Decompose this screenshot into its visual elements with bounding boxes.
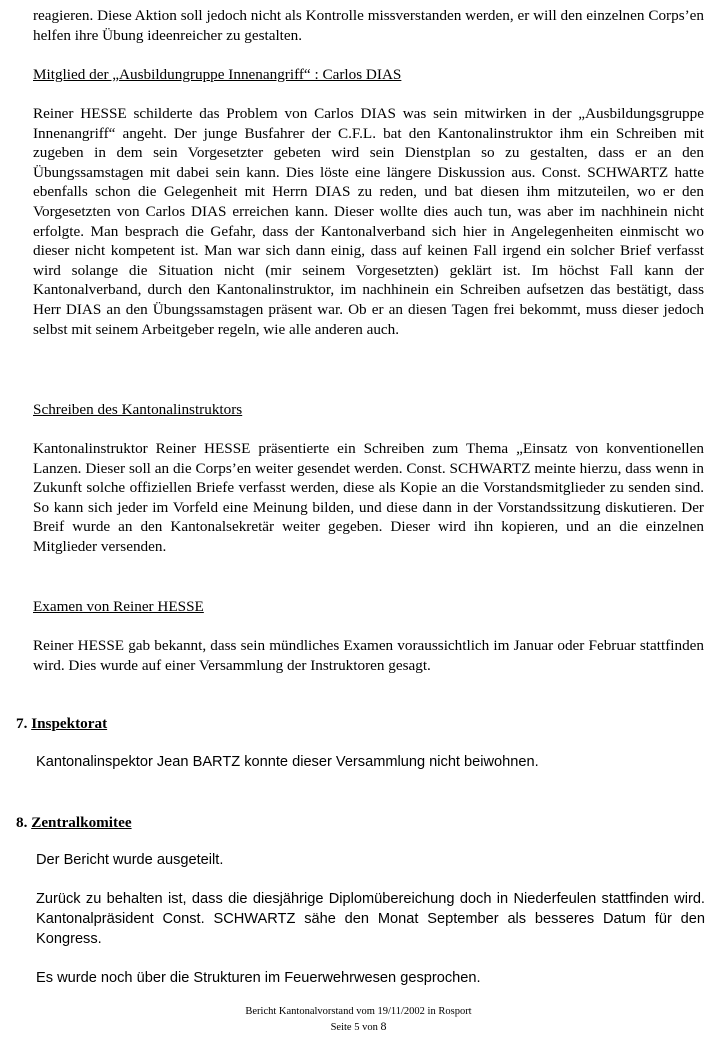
section-title: Zentralkomitee <box>31 814 132 831</box>
paragraph-bericht: Der Bericht wurde ausgeteilt. <box>36 852 224 868</box>
footer-page-current: 5 <box>354 1022 360 1033</box>
paragraph-diplom: Zurück zu behalten ist, dass die diesjährige Diplomübereichung doch in Niederfeulen stattfinden wird. Kantonalpräsident Const. SCHWARTZ sähe den Monat September als besseres Datum für den Kongress. <box>36 891 705 948</box>
intro-paragraph: reagieren. Diese Aktion soll jedoch nicht als Kontrolle missverstanden werden, er will den einzelnen Corps’en helfen ihre Übung ideenreicher zu gestalten. <box>33 7 704 44</box>
heading-schreiben: Schreiben des Kantonalinstruktors <box>33 401 243 418</box>
footer-page-number <box>0 1019 717 1035</box>
footer-page-mid: von <box>362 1022 378 1033</box>
section-number: 7. <box>16 715 28 732</box>
heading-carlos-dias: Mitglied der „Ausbildungruppe Innenangriff“ : Carlos DIAS <box>33 66 402 83</box>
footer-page-total: 8 <box>380 1019 387 1033</box>
paragraph-examen: Reiner HESSE gab bekannt, dass sein mündliches Examen voraussichtlich im Januar oder Februar stattfinden wird. Dies wurde auf einer Versammlung der Instruktoren gesagt. <box>33 637 704 674</box>
paragraph-inspektorat: Kantonalinspektor Jean BARTZ konnte dieser Versammlung nicht beiwohnen. <box>36 754 539 770</box>
footer-report-line: Bericht Kantonalvorstand vom 19/11/2002 in Rosport <box>245 1006 472 1017</box>
section-title: Inspektorat <box>31 715 108 732</box>
section-heading-inspektorat <box>16 714 107 734</box>
footer-page-prefix: Seite <box>330 1022 352 1033</box>
paragraph-strukturen: Es wurde noch über die Strukturen im Feuerwehrwesen gesprochen. <box>36 970 481 986</box>
section-heading-zentralkomitee <box>16 813 132 833</box>
heading-examen: Examen von Reiner HESSE <box>33 598 204 615</box>
paragraph-carlos-dias: Reiner HESSE schilderte das Problem von Carlos DIAS was sein mitwirken in der „Ausbildungsgruppe Innenangriff“ angeht. Der junge Busfahrer der C.F.L. bat den Kantonalinstruktor ihm ein Schreiben mit zugeben in dem sein Vorgesetzter gebeten wird sein Dienstplan so zu gestalten, dass er an den Übungssamstagen mit dabei sein kann. Dies löste eine längere Diskussion aus. Const. SCHWARTZ hatte ebenfalls schon die Gelegenheit mit Herrn DIAS zu reden, und bat diesen ihm mitzuteilen, wo er den Vorgesetzten von Carlos DIAS erreichen kann. Dieser wollte dies auch tun, was aber im nachhinein nicht erfolgte. Man besprach die Gefahr, dass der Kantonalverband sich hier in Angelegenheiten einmischt wo dieser nicht kompetent ist. Man war sich dann einig, dass auf keinen Fall irgend ein solcher Brief verfasst wird solange die Situation nicht (mir seinem Vorgesetzten) geklärt ist. Im höchst Fall kann der Kantonalverband, durch den Kantonalinstruktor, im nachhinein ein Schreiben aufsetzen das bestätigt, dass Herr DIAS an den Übungssamstagen präsent war. Ob er an diesen Tagen frei bekommt, muss dieser jedoch selbst mit seinem Arbeitgeber regeln, wie alle anderen auch. <box>33 105 704 338</box>
section-number: 8. <box>16 814 28 831</box>
paragraph-schreiben: Kantonalinstruktor Reiner HESSE präsentierte ein Schreiben zum Thema „Einsatz von konventionellen Lanzen. Dieser soll an die Corps’en weiter gesendet werden. Const. SCHWARTZ meinte hierzu, dass wenn in Zukunft solche offiziellen Briefe verfasst werden, diese als Kopie an die Vorstandsmitglieder zu senden sind. So kann sich jeder im Vorfeld eine Meinung bilden, und diese dann in der Vorstandssitzung diskutieren. Der Breif wurde an den Kantonalsekretär weiter gegeben. Dieser wird ihn kopieren, und an die einzelnen Mitglieder versenden. <box>33 440 704 555</box>
